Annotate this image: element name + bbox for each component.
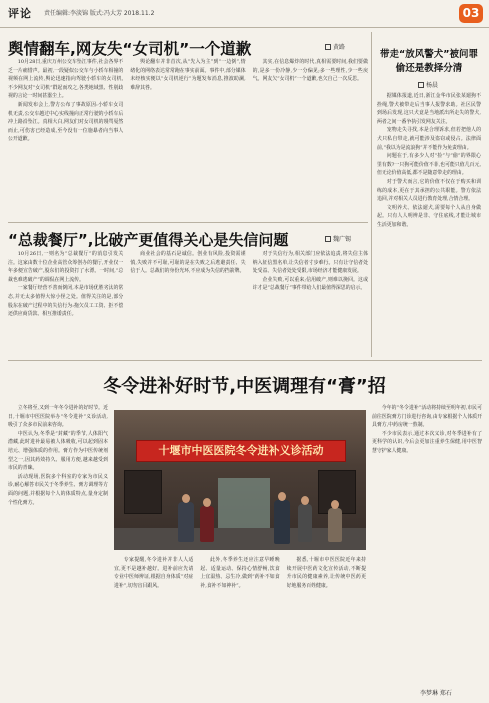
paragraph: 对于失信行为,相关部门应依法追责,将失信主体纳入征信黑名单,让失信者寸步难行。只有让守信者处处受益、失信者处处受限,市场经济才能健康发展。 bbox=[252, 251, 368, 275]
sidebar-title: 带走“放风警犬”被问罪 偷还是教择分清 bbox=[380, 49, 478, 74]
article3-title: 冬令进补好时节,中医调理有“膏”招 bbox=[103, 376, 386, 397]
article1-column bbox=[253, 58, 368, 218]
paragraph: 一家餐厅经营不善而倒闭,本是市场优胜劣汰的常态,并无太多值得大惊小怪之处。值得关注的是,部分股东在破产过程中的失信行为:拖欠员工工资、拒不偿还供应商货款、相互推诿责任。 bbox=[8, 285, 124, 318]
article2-byline bbox=[325, 234, 351, 243]
paragraph: 此外,冬季养生还应注意早睡晚起、适量运动、保持心情舒畅,饮食上宜温热、忌生冷,做到“药补不如食补,食补不如神补”。 bbox=[200, 557, 280, 589]
article3-column bbox=[114, 556, 193, 696]
article3-column bbox=[8, 404, 108, 696]
article1-author: 黄路 bbox=[333, 44, 346, 51]
paragraph: 专家提醒,冬令进补并非人人适宜,更不是越补越好。进补前应先请专业中医师辨证,根据自身体质“对症进补”,切勿盲目跟风。 bbox=[114, 557, 194, 589]
masthead bbox=[0, 0, 489, 28]
section-name: 评论 bbox=[8, 7, 32, 20]
photo-window bbox=[124, 470, 162, 514]
article3-column bbox=[200, 556, 279, 696]
article2-title: “总裁餐厅”,比破产更值得关心是失信问题 bbox=[8, 231, 289, 249]
article2-author: 魏广锡 bbox=[333, 236, 352, 243]
sidebar-column bbox=[377, 92, 481, 356]
paragraph: 10月26日,一则名为“总裁餐厅”的消息引发关注。这家由数十位企业高管众筹创办的餐厅,开业仅一年多便宣告破产,股东们的投资打了水漂。一时间,“总裁也难逃破产”的调侃在网上流传。 bbox=[8, 251, 124, 283]
photo-person bbox=[178, 502, 194, 542]
photo-person bbox=[274, 500, 290, 544]
byline-box-icon bbox=[325, 236, 331, 242]
sidebar-byline bbox=[418, 80, 438, 89]
paragraph: 文明养犬、依法遛犬,需要每个人从自身做起。只有人人明辨是非、守住底线,才能让城市生活更加和谐。 bbox=[377, 204, 481, 228]
paragraph: 企业失败,可以重来;信用破产,则难以挽回。这或许才是“总裁餐厅”事件带给人们最值得深思的启示。 bbox=[252, 276, 368, 292]
byline-box-icon bbox=[418, 82, 424, 88]
paragraph: 不少市民表示,通过本次义诊,对冬季进补有了更科学的认识,今后会更加注重养生保健,用中医智慧守护家人健康。 bbox=[372, 430, 482, 454]
paragraph: 活动现场,医院多个科室的专家为市民义诊,耐心解答市民关于冬季养生、膏方调理等方面的问题,并根据每个人的体质特点,量身定制个性化膏方。 bbox=[8, 473, 108, 506]
article3-left-body bbox=[8, 404, 108, 696]
article1-column bbox=[8, 58, 123, 218]
article2-column bbox=[253, 250, 368, 356]
article3-author: 李梦琳 郑石 bbox=[420, 690, 452, 697]
article3-column bbox=[372, 404, 482, 686]
article1-byline bbox=[325, 42, 345, 51]
article3-column bbox=[287, 556, 366, 696]
paragraph: 宠物走失寻找,本是合理诉求,但若把他人的犬只私自带走,就可能涉及盗窃或侵占。法律面前,“我以为是流浪狗”并不能作为免责理由。 bbox=[377, 127, 481, 151]
column-divider bbox=[371, 32, 372, 357]
article1-body bbox=[8, 58, 368, 218]
section-divider bbox=[8, 222, 368, 223]
sidebar-author: 杨晨 bbox=[426, 82, 439, 89]
sidebar-body bbox=[377, 92, 481, 356]
article2-body bbox=[8, 250, 368, 356]
section-divider bbox=[8, 360, 482, 361]
article2-column bbox=[8, 250, 123, 356]
paragraph: 其实,在信息爆炸的时代,真相需要时间,我们要做的,是多一份冷静,少一分偏见;多一些理性,少一些戾气。网友欠“女司机”一个道歉,也欠自己一次反思。 bbox=[252, 59, 368, 83]
clinic-event-photo bbox=[114, 410, 366, 550]
article2-column bbox=[130, 250, 245, 356]
paragraph: 舆论翻车并非首次,从“先入为主”到“一边倒”,情绪化的网络表达常常跑在事实前面。事件中,部分媒体未经核实便以“女司机逆行”为题发布消息,推波助澜,难辞其咎。 bbox=[130, 59, 246, 91]
photo-person bbox=[298, 504, 312, 542]
byline-box-icon bbox=[325, 44, 331, 50]
photo-person bbox=[200, 506, 214, 542]
photo-banner: 十堰市中医医院冬令进补义诊活动 bbox=[136, 440, 346, 462]
photo-person bbox=[328, 508, 342, 542]
article3-right-body bbox=[372, 404, 482, 686]
paragraph: 今年的“冬令进补”活动将持续至明年初,市民可前往医院膏方门诊进行咨询,由专家根据个人体质开具膏方,中药房统一熬制。 bbox=[372, 405, 482, 429]
paragraph: 据媒体报道,近日,浙江金华市民张某遛狗不拴绳,警犬被带走后当事人报警求助。社区民警到场后发现,这只犬竟是当地派出所走失的警犬,两者之间一番争执引发网友关注。 bbox=[377, 93, 481, 125]
page-number-badge: 03 bbox=[459, 4, 483, 23]
paragraph: 据悉,十堰市中医医院近年来持续开展中医药文化宣传活动,不断提升市民的健康素养,让传统中医药更好地服务百姓健康。 bbox=[286, 557, 366, 589]
article3-byline bbox=[420, 688, 452, 697]
paragraph: 商业社会的基石是诚信。创业有风险,投资需谨慎,失败并不可耻,可耻的是在失败之后逃避责任、失信于人。总裁们的身份光环,不应成为失信的挡箭牌。 bbox=[130, 251, 246, 275]
paragraph: 问题在于,有多少人对“捡”与“偷”的界限心里有数?一只狗可能价值不菲,也可能只值几百元,但无论价值高低,都不是随意带走的理由。 bbox=[377, 153, 481, 177]
masthead-meta: 责任编辑:李淡锦 版式:冯大芳 2018.11.2 bbox=[44, 10, 155, 17]
paragraph: 中医认为,冬季是“封藏”的季节,人体阳气潜藏,此时进补最易被人体吸收,可以起到固本培元、增强体质的作用。膏方作为中医传统剂型之一,因其药效持久、服用方便,越来越受到市民的青睐。 bbox=[8, 430, 108, 472]
article1-title: 舆情翻车,网友失“女司机”一个道歉 bbox=[8, 40, 252, 58]
paragraph: 10月28日,重庆万州公交车坠江事件,社会各界不乏一片痛惜声。最初,一段疑似公交车与小轿车相撞的视频在网上流传,舆论迅速指向驾驶小轿车的女司机,不少网友对“女司机”群起而攻之,各类地域黑、性别歧视的言论一时间甚嚣尘上。 bbox=[8, 59, 124, 100]
paragraph: 对于警犬而言,它的价值不仅在于购买和训练的成本,更在于其承担的公共职能。警方依法追回,并对相关人员进行教育处理,合情合理。 bbox=[377, 178, 481, 203]
article1-column bbox=[130, 58, 245, 218]
paragraph: 新闻发布会上,警方公布了事故原因:小轿车女司机无责,公交车越过中心实线撞向正常行驶的小轿车后冲上路沿坠江。真相大白,网友们对女司机的谩骂戛然而止,可伤害已经造成,至今没有一位施暴者向当事人公开道歉。 bbox=[8, 101, 124, 143]
paragraph: 立冬将至,又到一年冬令进补的好时节。近日,十堰市中医医院举办“冬令进补”义诊活动,吸引了众多市民前来咨询。 bbox=[8, 405, 108, 429]
article3-mid-body bbox=[114, 556, 366, 696]
